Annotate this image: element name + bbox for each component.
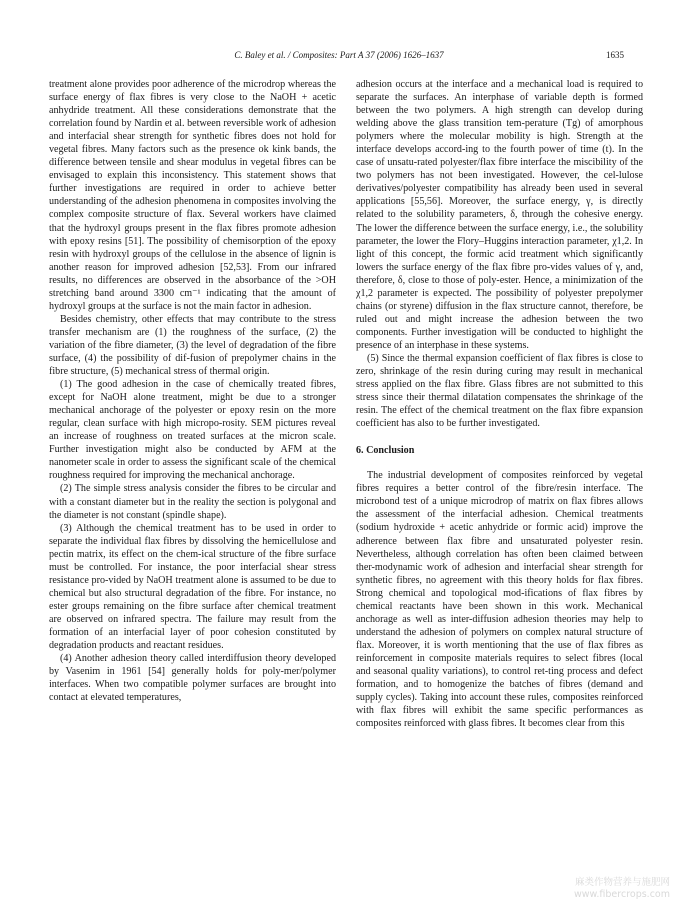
section-heading: 6. Conclusion xyxy=(356,445,415,457)
watermark xyxy=(540,877,670,901)
watermark-text: 麻类作物营养与施肥网 xyxy=(574,877,670,888)
journal-citation: C. Baley et al. / Composites: Part A 37 (2006) 1626–1637 xyxy=(234,50,444,60)
paragraph: treatment alone provides poor adherence of the microdrop whereas the surface energy of flax fibres is very close to the NaOH + acetic anhydride treatment. All these considerations demonstrate that the correlation found by Nardin et al. between reversible work of adhesion and interfacial shear strength for synthetic fibres does not hold for vegetal fibres. Many factors such as the presence ok kink bands, the difference between tensile and shear modulus in vegetal fibres can be envisaged to explain this inconsistency. This statement shows that further investigations are required in order to achieve better understanding of the adhesion phenomena in composites involving the complex composite structure of flax. Several workers have claimed that the hydroxyl groups present in the flax fibres promote adhesion with epoxy resins [51]. The possibility of chemisorption of the epoxy resin with hydroxyl groups of the cellulose in the absence of lignin is another reason for improved adhesion [52,53]. From our infrared results, no differences are observed in the absorbance of the >OH stretching band around 3300 cm⁻¹ indicating that the amount of hydroxyl groups at the surface is not the main factor in adhesion. xyxy=(49,79,336,312)
paragraph: (1) The good adhesion in the case of chemically treated fibres, except for NaOH alone treatment, might be due to a stronger mechanical anchorage of the polyester or epoxy resin on the more regular, clean surface with high micropo-rosity. SEM pictures reveal an increase of roughness on treated surfaces at the micron scale. Further investigation might also be conducted by AFM at the nanometer scale in order to assess the significant scale of the chemical roughness required for improving the mechanical anchorage. xyxy=(49,379,336,482)
right-column xyxy=(356,78,643,730)
paragraph: adhesion occurs at the interface and a mechanical load is required to separate the surfaces. An interphase of variable depth is formed between the two polymers. A high strength can develop during welding above the glass transition tem-perature (Tg) of amorphous polymers where the molecular mobility is high. Strength at the interface develops accord-ing to the fourth power of time (t). In the case of unsatu-rated polyester/flax fibre interface the miscibility of the two polymers has not been investigated. However, the cel-lulose derivatives/polyester compatibility has already been used in several applications [55,56]. Moreover, the surface energy, γ, is directly related to the solubility parameters, δ, through the cohesive energy. The lower the difference between the surface energy, i.e., the solubility parameter, the lower the Flory–Huggins interaction parameter, χ1,2. In light of this concept, the formic acid treatment which significantly lowers the surface energy of the flax fibre pro-vides values of γ, and, therefore, δ, close to those of poly-ester. Hence, a minimization of the χ1,2 parameter is expected. The possibility of polyester prepolymer chains (or styrene) diffusion in the flax structure cannot, therefore, be ruled out and might increase the adhesion between the two components. Further investigation will be conducted to highlight the presence of an interphase in these systems. xyxy=(356,79,643,351)
paragraph: (3) Although the chemical treatment has to be used in order to separate the individual flax fibres by dissolving the hemicellulose and pectin matrix, its effect on the chem-ical structure of the fibre surface must be controlled. For instance, the poor interfacial shear stress resistance pro-vided by NaOH treatment alone is assumed to be due to chemical but also structural degradation of the fibre. For instance, no ester groups remaining on the fibre surface after chemical treatment are observed on infrared spectra. The failure may result from the formation of an interfacial layer of poor cohesion constituted by degradation products and reactant residues. xyxy=(49,522,336,652)
watermark-url: www.fibercrops.com xyxy=(573,889,670,900)
paragraph: (2) The simple stress analysis consider the fibres to be circular and with a constant diameter but in the reality the section is polygonal and the diameter is not constant (spindle shape). xyxy=(49,483,336,521)
paragraph: Besides chemistry, other effects that may contribute to the stress transfer mechanism are (1) the roughness of the surface, (2) the variation of the fibre diameter, (3) the level of degradation of the fibre surface, (4) the possibility of dif-fusion of prepolymer chains in the fibre structure, (5) mechanical stress of thermal origin. xyxy=(49,313,336,378)
paragraph: (4) Another adhesion theory called interdiffusion theory developed by Vasenim in 1961 [54] generally holds for poly-mer/polymer interfaces. When two compatible polymer surfaces are brought into contact at elevated temperatures, xyxy=(49,653,336,704)
paragraph: The industrial development of composites reinforced by vegetal fibres requires a better control of the fibre/resin interface. The microbond test of a unique microdrop of matrix on flax fibres allows the assessment of the interfacial adhesion. Chemical treatments (sodium hydroxide + acetic anhydride or formic acid) improve the adherence between flax fibre and unsaturated polyester resin. Nevertheless, although correlation has often been claimed between ther-modynamic work of adhesion and interfacial shear strength for synthetic fibres, no agreement with this theory holds for flax fibres. Strong chemical and topological mod-ifications of flax fibres by chemical reactants have been shown in this work. Mechanical anchorage as well as inter-diffusion adhesion theories may help to understand the adhesion of polymers on complex natural structure of flax. Moreover, it is worth mentioning that the use of flax fibres as reinforcement in composite materials requires to select fibres (local and seasonal quality variations), to control ret-ting process and defect formation, and to homogenize the batches of fibres (demand and supply cycles). Taking into account these rules, composites reinforced with flax fibres will exhibit the same specific performances as composites reinforced with glass fibres. It becomes clear from this xyxy=(356,470,643,730)
paragraph: (5) Since the thermal expansion coefficient of flax fibres is close to zero, shrinkage of the resin during curing may result in mechanical stress applied on the flax fibre. Glass fibres are not submitted to this stress since their thermal dilatation compensates the shrinkage of the resin. The effect of the chemical treatment on the flax fibre expansion coefficient has also to be further investigated. xyxy=(356,352,643,430)
left-column xyxy=(49,78,336,704)
running-header xyxy=(0,48,678,62)
page-number: 1635 xyxy=(606,50,624,60)
